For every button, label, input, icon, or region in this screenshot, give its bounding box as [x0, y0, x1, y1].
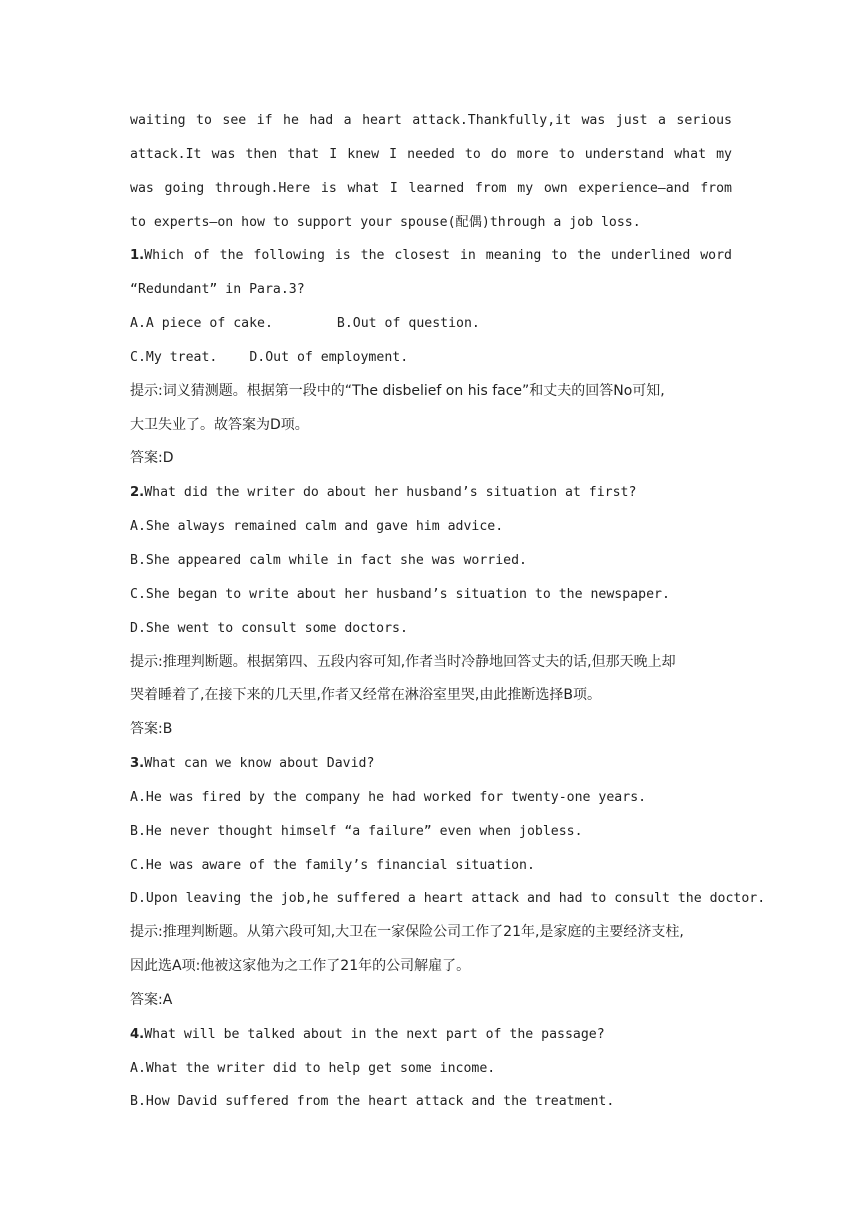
- option-d: D.Upon leaving the job,he suffered a heart attack and had to consult the doctor.: [130, 891, 766, 907]
- question-stem-text: What did the writer do about her husband’s situation at first?: [144, 485, 637, 501]
- document-content: [130, 104, 766, 1119]
- question-number: 4.: [130, 1026, 145, 1042]
- question-number: 1.: [130, 248, 145, 264]
- option-b: B.He never thought himself “a failure” even when jobless.: [130, 823, 583, 839]
- question-stem-text: What will be talked about in the next part of the passage?: [144, 1026, 605, 1042]
- option-a: A.What the writer did to help get some income.: [130, 1060, 496, 1076]
- passage-line: waiting to see if he had a heart attack.Thankfully,it was just a serious: [130, 113, 732, 128]
- option-c: C.She began to write about her husband’s situation to the newspaper.: [130, 586, 670, 602]
- option-d: D.She went to consult some doctors.: [130, 620, 408, 636]
- passage-line: was going through.Here is what I learned from my own experience—and from: [130, 180, 732, 196]
- question-stem: [130, 476, 732, 510]
- hint-text: 提示:词义猜测题。根据第一段中的“The disbelief on his face”和丈夫的回答No可知,: [130, 382, 665, 399]
- hint-text: 哭着睡着了,在接下来的几天里,作者又经常在淋浴室里哭,由此推断选择B项。: [130, 687, 601, 704]
- answer-text: 答案:B: [130, 721, 173, 738]
- question-stem-text: Which of the following is the closest in meaning to the underlined word: [144, 248, 732, 264]
- option-a: A.She always remained calm and gave him advice.: [130, 519, 504, 535]
- option-a: A.He was fired by the company he had worked for twenty-one years.: [130, 789, 647, 805]
- hint-text: 大卫失业了。故答案为D项。: [130, 416, 309, 433]
- hint-text: 因此选A项:他被这家他为之工作了21年的公司解雇了。: [130, 958, 471, 975]
- option-row: [130, 307, 732, 341]
- passage-line: to experts—on how to support your spouse(配偶)through a job loss.: [130, 214, 641, 230]
- option-c: C.He was aware of the family’s financial situation.: [130, 857, 535, 873]
- option-b: B.How David suffered from the heart attack and the treatment.: [130, 1094, 615, 1110]
- question-number: 2.: [130, 485, 145, 501]
- question-stem: [130, 239, 732, 273]
- passage-line: attack.It was then that I knew I needed to do more to understand what my: [130, 146, 732, 162]
- question-stem-text: What can we know about David?: [144, 756, 375, 772]
- hint-text: 提示:推理判断题。从第六段可知,大卫在一家保险公司工作了21年,是家庭的主要经济支柱,: [130, 924, 684, 941]
- question-stem: [130, 1018, 732, 1052]
- option-a: A.A piece of cake.: [130, 316, 273, 332]
- question-stem-continued: “Redundant” in Para.3?: [130, 282, 305, 298]
- option-c: C.My treat.: [130, 349, 218, 365]
- option-b: B.She appeared calm while in fact she was worried.: [130, 552, 527, 568]
- answer-text: 答案:D: [130, 450, 174, 467]
- option-b: B.Out of question.: [336, 316, 480, 332]
- question-number: 3.: [130, 756, 145, 772]
- hint-text: 提示:推理判断题。根据第四、五段内容可知,作者当时冷静地回答丈夫的话,但那天晚上却: [130, 653, 676, 670]
- option-d: D.Out of employment.: [249, 349, 409, 365]
- answer-text: 答案:A: [130, 991, 173, 1008]
- option-row: [130, 341, 732, 375]
- question-stem: [130, 747, 732, 781]
